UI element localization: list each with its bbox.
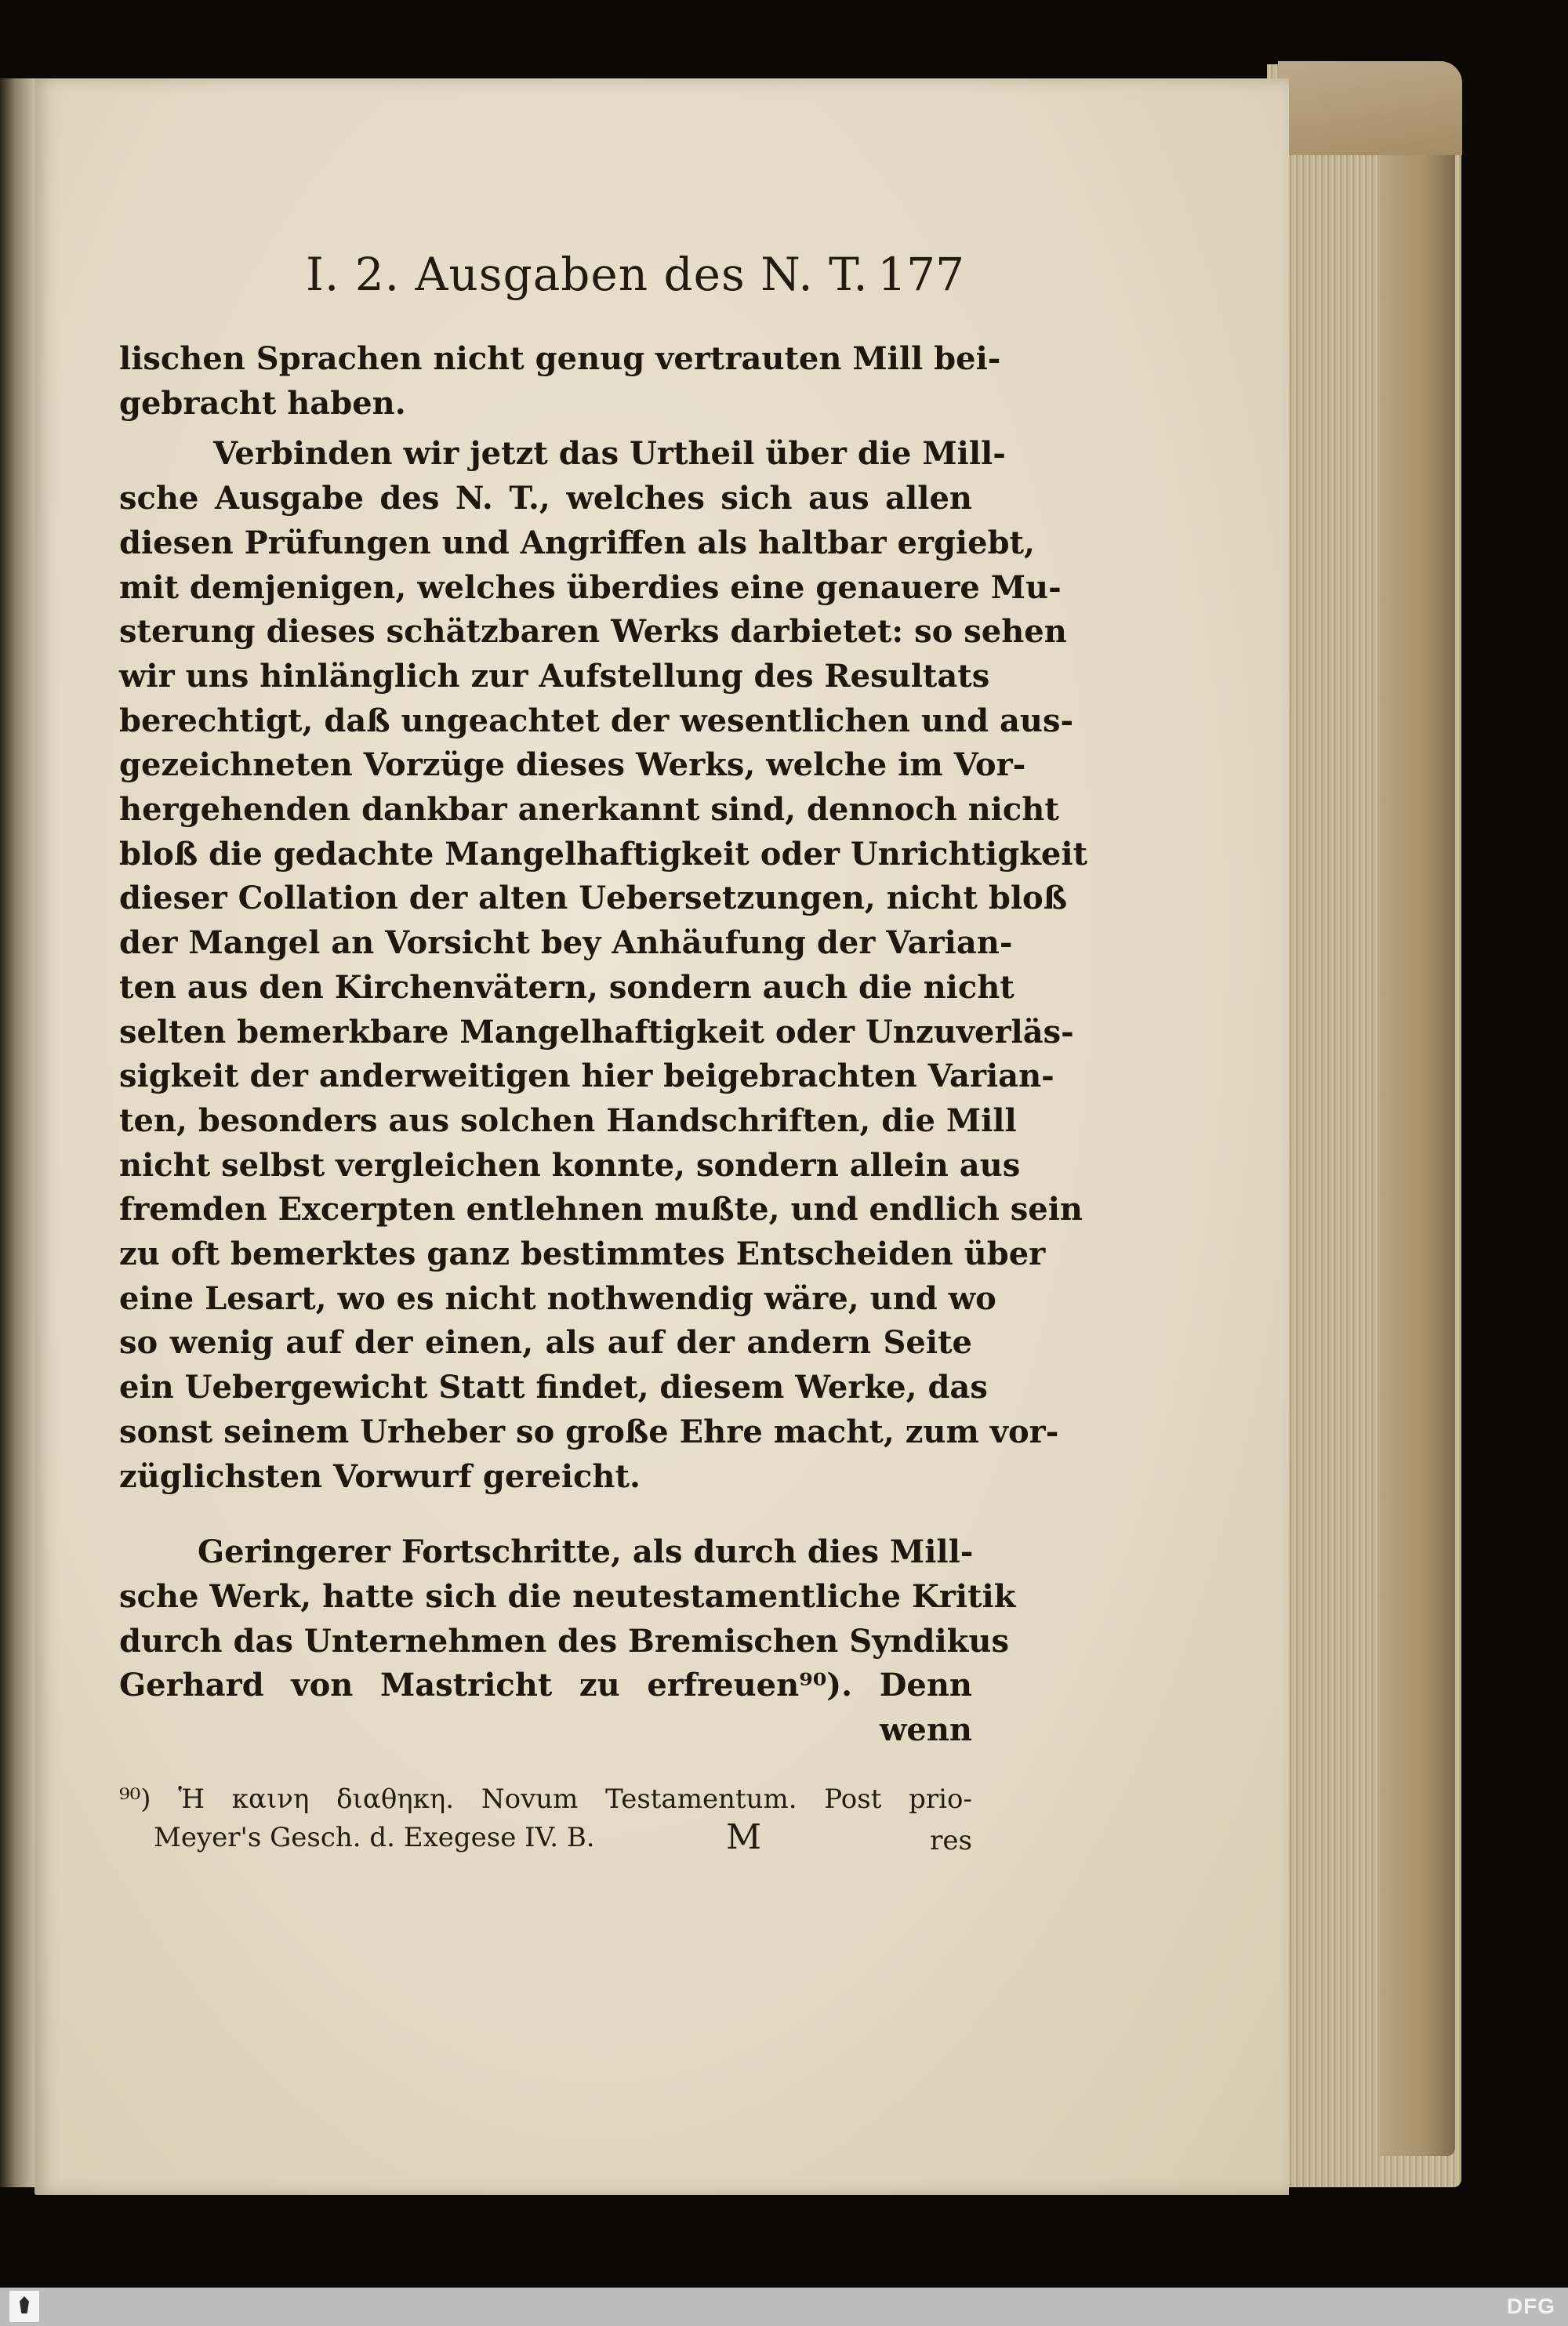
text-line: Gerhard von Mastricht zu erfreuen⁹⁰). Denn xyxy=(119,1667,972,1704)
text-line: züglichsten Vorwurf gereicht. xyxy=(119,1457,641,1495)
text-line: durch das Unternehmen des Bremischen Syndikus xyxy=(119,1622,1009,1660)
text-line: nicht selbst vergleichen konnte, sondern allein aus xyxy=(119,1146,1021,1184)
footnote-catchword: res xyxy=(930,1825,972,1856)
book-spine-shadow xyxy=(1380,71,1455,2156)
paragraph xyxy=(119,1530,1016,1753)
text-line: sche Ausgabe des N. T., welches sich aus allen xyxy=(119,480,972,517)
text-line: so wenig auf der einen, als auf der andern Seite xyxy=(119,1324,972,1362)
text-line: mit demjenigen, welches überdies eine genauere Mu- xyxy=(119,568,1062,606)
signature-mark: M xyxy=(726,1817,762,1857)
footnote xyxy=(119,1778,972,1820)
text-line: ein Uebergewicht Statt findet, diesem Werke, das xyxy=(119,1369,988,1406)
text-line: hergehenden dankbar anerkannt sind, dennoch nicht xyxy=(119,791,1059,829)
text-line: ten, besonders aus solchen Handschriften, die Mill xyxy=(119,1101,1017,1139)
signature-line xyxy=(154,1817,972,1861)
text-line: der Mangel an Vorsicht bey Anhäufung der Varian- xyxy=(119,924,1013,962)
text-line: sonst seinem Urheber so große Ehre macht, zum vor- xyxy=(119,1413,1059,1450)
paragraph xyxy=(119,337,1001,426)
footnote-line: ⁹⁰) Ἡ καινη διαθηκη. Novum Testamentum. Post prio- xyxy=(119,1784,972,1815)
text-line: eine Lesart, wo es nicht nothwendig wäre, und wo xyxy=(119,1279,996,1317)
running-title: I. 2. Ausgaben des N. T. xyxy=(306,248,869,301)
dfg-credit: DFG xyxy=(1506,2294,1555,2318)
text-line: berechtigt, daß ungeachtet der wesentlichen und aus- xyxy=(119,702,1074,739)
text-line: dieser Collation der alten Uebersetzungen, nicht bloß xyxy=(119,880,1068,917)
text-line: selten bemerkbare Mangelhaftigkeit oder Unzuverläs- xyxy=(119,1013,1074,1051)
body-text xyxy=(119,337,1088,1753)
text-line: diesen Prüfungen und Angriffen als haltbar ergiebt, xyxy=(119,524,1035,561)
book-corner xyxy=(1278,61,1462,155)
text-line: gebracht haben. xyxy=(119,384,406,422)
text-line: Verbinden wir jetzt das Urtheil über die Mill- xyxy=(213,435,1006,473)
library-seal-icon xyxy=(9,2291,39,2322)
text-line: zu oft bemerktes ganz bestimmtes Entscheiden über xyxy=(119,1236,1046,1273)
text-line: sigkeit der anderweitigen hier beigebrachten Varian- xyxy=(119,1058,1054,1095)
viewer-footer-bar xyxy=(0,2288,1568,2326)
catchword: wenn xyxy=(879,1711,972,1749)
text-line: Geringerer Fortschritte, als durch dies Mill- xyxy=(198,1533,974,1571)
volume-reference: Meyer's Gesch. d. Exegese IV. B. xyxy=(154,1822,595,1853)
text-line: wir uns hinlänglich zur Aufstellung des Resultats xyxy=(119,657,990,695)
text-line: lischen Sprachen nicht genug vertrauten Mill bei- xyxy=(119,340,1001,377)
text-line: gezeichneten Vorzüge dieses Werks, welche im Vor- xyxy=(119,746,1026,784)
text-line: bloß die gedachte Mangelhaftigkeit oder Unrichtigkeit xyxy=(119,835,1088,873)
page-header xyxy=(118,243,972,314)
text-line: sterung dieses schätzbaren Werks darbietet: so sehen xyxy=(119,613,1067,651)
page-number: 177 xyxy=(877,248,964,301)
paragraph xyxy=(119,432,1088,1499)
text-line: sche Werk, hatte sich die neutestamentliche Kritik xyxy=(119,1577,1016,1615)
text-line: ten aus den Kirchenvätern, sondern auch die nicht xyxy=(119,968,1014,1006)
text-line: fremden Excerpten entlehnen mußte, und endlich sein xyxy=(119,1191,1083,1228)
